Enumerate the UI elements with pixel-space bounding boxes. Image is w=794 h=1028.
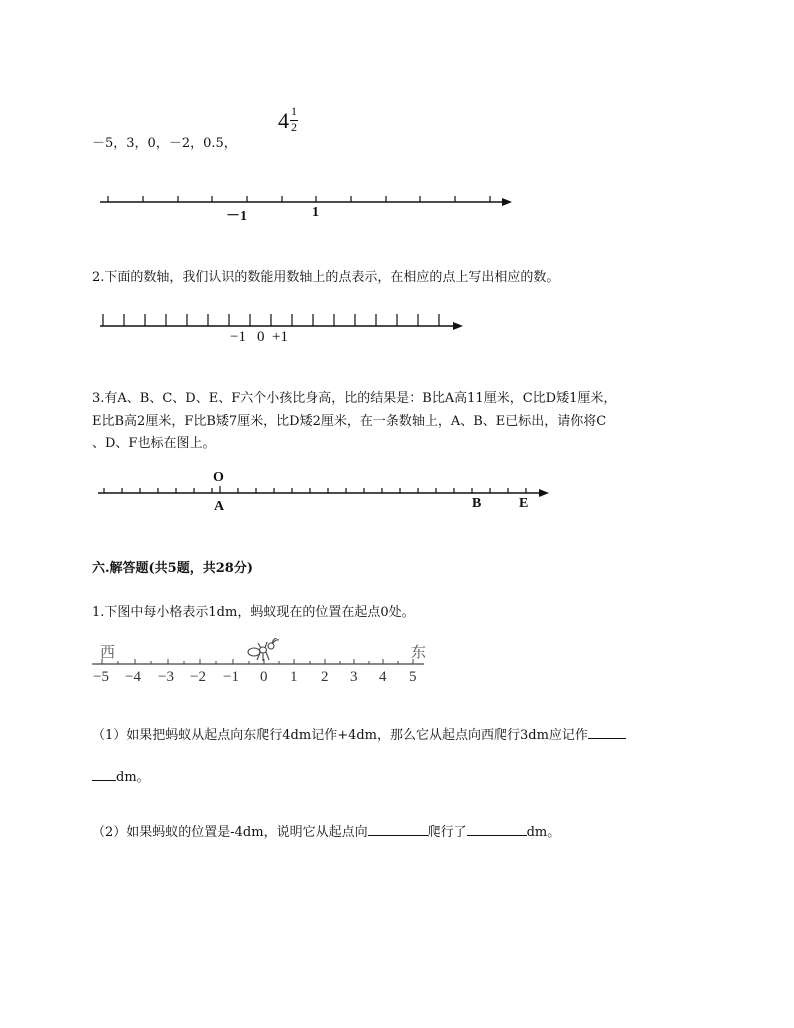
tick-label: 1 xyxy=(290,669,298,685)
axis1-label-neg1: －1 xyxy=(226,209,247,224)
q3-line1: 3.有A、B、C、D、E、F六个小孩比身高，比的结果是：B比A高11厘米，C比D矮1厘米， xyxy=(92,391,617,406)
axis2-label-zero: 0 xyxy=(257,329,265,345)
answer-blank-2b[interactable] xyxy=(467,823,527,836)
axis2-label-neg1: −1 xyxy=(230,329,246,345)
number-list: －5，3，0，－2，0.5， xyxy=(92,136,237,151)
part2-unit: dm。 xyxy=(526,825,561,840)
tick-label: −4 xyxy=(125,669,141,685)
axis3-label-b: B xyxy=(472,496,482,511)
s6-q1-part1 xyxy=(92,724,626,743)
axis3-label-a: A xyxy=(214,499,225,514)
tick-label: −3 xyxy=(158,669,174,685)
section-heading: 六.解答题(共5题，共28分) xyxy=(92,561,253,576)
mixed-numerator: 1 xyxy=(291,104,297,118)
axis3-label-e: E xyxy=(519,496,529,511)
part2-text-b: 爬行了 xyxy=(427,825,467,840)
mixed-denominator: 2 xyxy=(291,120,297,134)
tick-label: 5 xyxy=(409,669,417,685)
s6-q1-intro: 1.下图中每小格表示1dm，蚂蚁现在的位置在起点0处。 xyxy=(92,605,415,620)
s6-q1-part1-cont xyxy=(92,766,150,785)
q3-line3: 、D、F也标在图上。 xyxy=(92,436,216,451)
tick-label: 3 xyxy=(350,669,358,685)
axis3-label-o: O xyxy=(213,470,224,485)
tick-label: 0 xyxy=(260,669,268,685)
tick-label: −2 xyxy=(190,669,206,685)
q3-line2: E比B高2厘米，F比B矮7厘米，比D矮2厘米，在一条数轴上，A、B、E已标出，请你将C xyxy=(92,414,607,429)
answer-blank-2a[interactable] xyxy=(368,823,428,836)
ant-icon xyxy=(246,638,282,664)
axis1-label-pos1: 1 xyxy=(312,205,319,220)
answer-blank-1a[interactable] xyxy=(588,726,626,739)
west-label: 西 xyxy=(100,643,116,661)
part1-unit: dm。 xyxy=(116,770,150,785)
tick-label: 4 xyxy=(379,669,387,685)
tick-label: 2 xyxy=(321,669,329,685)
part1-text: （1）如果把蚂蚁从起点向东爬行4dm记作+4dm，那么它从起点向西爬行3dm应记作 xyxy=(92,728,588,743)
mixed-whole: 4 xyxy=(278,108,289,133)
east-label: 东 xyxy=(411,643,427,661)
q2-text: 2.下面的数轴，我们认识的数能用数轴上的点表示，在相应的点上写出相应的数。 xyxy=(92,270,560,285)
part2-text-a: （2）如果蚂蚁的位置是-4dm，说明它从起点向 xyxy=(92,825,368,840)
answer-blank-1b[interactable] xyxy=(92,768,116,781)
axis2-label-pos1: +1 xyxy=(272,329,288,345)
tick-label: −1 xyxy=(223,669,239,685)
s6-q1-part2 xyxy=(92,821,560,840)
tick-label: −5 xyxy=(93,669,109,685)
